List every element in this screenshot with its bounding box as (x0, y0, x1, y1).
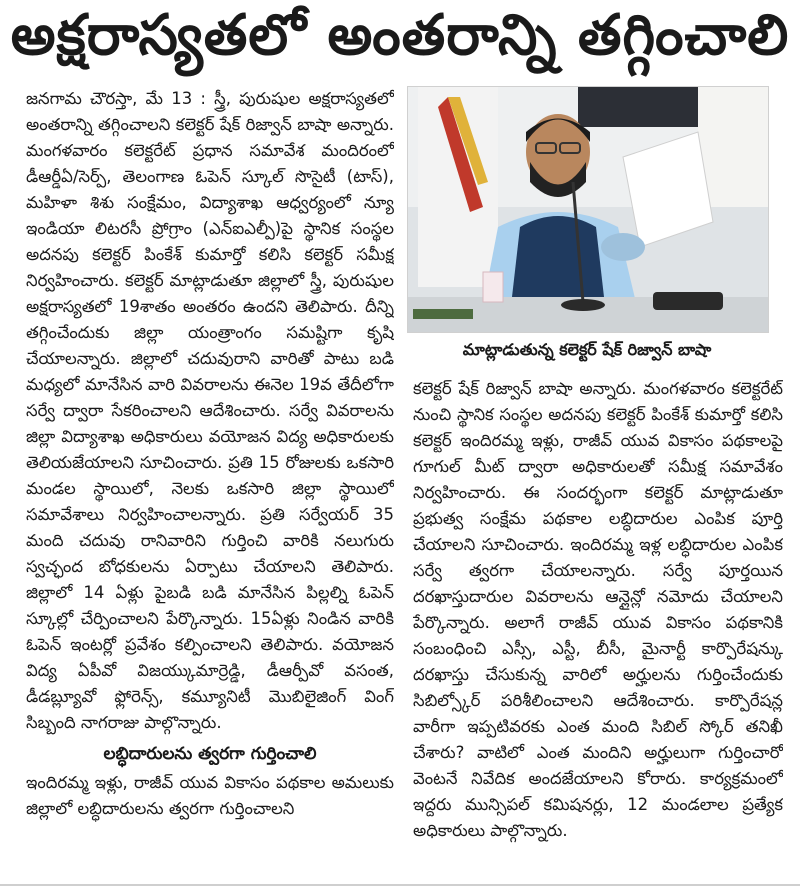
headline: అక్షరాస్యతలో అంతరాన్ని తగ్గించాలి (10, 2, 790, 68)
left-column (26, 86, 394, 866)
collector-photo-illustration (408, 87, 768, 332)
right-column (413, 376, 783, 866)
photo-caption: మాట్లాడుతున్న కలెక్టర్ షేక్ రిజ్వాన్ బాషా (462, 339, 712, 359)
bottom-divider (0, 884, 800, 886)
collector-photo (407, 86, 769, 333)
article-paragraph-3: కలెక్టర్ షేక్ రిజ్వాన్ బాషా అన్నారు. మంగళవారం కలెక్టరేట్ నుంచి స్థానిక సంస్థల అదనపు కలెక్టర్ పింకేశ్ కుమార్తో కలిసి కలెక్టర్ ఇందిరమ్మ ఇళ్లు, రాజీవ్ యువ వికాసం పథకాలపై గూగుల్ మీట్ ద్వారా అధికారులతో సమీక్ష సమావేశం నిర్వహించారు. ఈ సందర్భంగా కలెక్టర్ మాట్లాడుతూ ప్రభుత్వ సంక్షేమ పథకాల లబ్ధిదారుల ఎంపిక పూర్తి చేయాలని సూచించారు. ఇందిరమ్మ ఇళ్ల లబ్ధిదారుల ఎంపిక సర్వే త్వరగా చేయాలన్నారు. సర్వే పూర్తయిన దరఖాస్తుదారుల వివరాలను ఆన్లైన్లో నమోదు చేయాలని పేర్కొన్నారు. అలాగే రాజీవ్ యువ వికాసం పథకానికి సంబంధించి ఎస్సీ, ఎస్టీ, బీసీ, మైనార్టీ కార్పొరేషన్కు దరఖాస్తు చేసుకున్న వారిలో అర్హులను గుర్తించేందుకు సిబిల్స్కోర్ పరిశీలించాలని ఆదేశించారు. కార్పొరేషన్ల వారీగా ఇప్పటివరకు ఎంత మంది సిబిల్ స్కోర్ తనిఖీ చేశారు? వాటిలో ఎంత మందిని అర్హులుగా గుర్తించారో వెంటనే నివేదిక అందజేయాలని కోరారు. కార్యక్రమంలో ఇద్దరు మున్సిపల్ కమిషనర్లు, 12 మండలాల ప్రత్యేక అధికారులు పాల్గొన్నారు. (413, 379, 783, 840)
article-paragraph-2: ఇందిరమ్మ ఇళ్లు, రాజీవ్ యువ వికాసం పథకాల అమలుకు జిల్లాలో లబ్ధిదారులను త్వరగా గుర్తించాలని (26, 773, 394, 818)
article-paragraph-1: జనగామ చౌరస్తా, మే 13 : స్త్రీ, పురుషుల అక్షరాస్యతలో అంతరాన్ని తగ్గించాలని కలెక్టర్ షేక్ రిజ్వాన్ బాషా అన్నారు. మంగళవారం కలెక్టరేట్ ప్రధాన సమావేశ మందిరంలో డీఆర్డీఏ/సెర్ప్, తెలంగాణ ఓపెన్ స్కూల్ సొసైటీ (టాస్), మహిళా శిశు సంక్షేమం, విద్యాశాఖ ఆధ్వర్యంలో న్యూ ఇండియా లిటరసీ ప్రోగ్రాం (ఎన్ఐఎల్పీ)పై స్థానిక సంస్థల అదనపు కలెక్టర్ పింకేశ్ కుమార్తో కలిసి కలెక్టర్ సమీక్ష నిర్వహించారు. కలెక్టర్ మాట్లాడుతూ జిల్లాలో స్త్రీ, పురుషుల అక్షరాస్యతలో 19శాతం అంతరం ఉందని తెలిపారు. దీన్ని తగ్గించేందుకు జిల్లా యంత్రాంగం సమష్టిగా కృషి చేయాలన్నారు. జిల్లాలో చదువురాని వారితో పాటు బడి మధ్యలో మానేసిన వారి వివరాలను ఈనెల 19వ తేదీలోగా సర్వే ద్వారా సేకరించాలని ఆదేశించారు. సర్వే వివరాలను జిల్లా విద్యాశాఖ అధికారులు వయోజన విద్య అధికారులకు తెలియజేయాలని సూచించారు. ప్రతి 15 రోజులకు ఒకసారి మండల స్థాయిలో, నెలకు ఒకసారి జిల్లా స్థాయిలో సమావేశాలు నిర్వహించాలన్నారు. ప్రతి సర్వేయర్ 35 మంది చదువు రానివారిని గుర్తించి వారికి నలుగురు స్వచ్ఛంద బోధకులను ఏర్పాటు చేయాలని తెలిపారు. జిల్లాలో 14 ఏళ్లు పైబడి బడి మానేసిన పిల్లల్ని ఓపెన్ స్కూల్లో చేర్పించాలని పేర్కొన్నారు. 15ఏళ్లు నిండిన వారికి ఓపెన్ ఇంటర్లో ప్రవేశం కల్పించాలని తెలిపారు. వయోజన విద్య ఏపీవో విజయ్కుమార్రెడ్డి, డీఆర్పీవో వసంత, డీడబ్ల్యూవో ఫ్లోరెన్స్, కమ్యూనిటీ మొబిలైజింగ్ వింగ్ సిబ్బంది నాగరాజు పాల్గొన్నారు. (26, 89, 394, 732)
subheading: లబ్ధిదారులను త్వరగా గుర్తించాలి (103, 744, 317, 764)
